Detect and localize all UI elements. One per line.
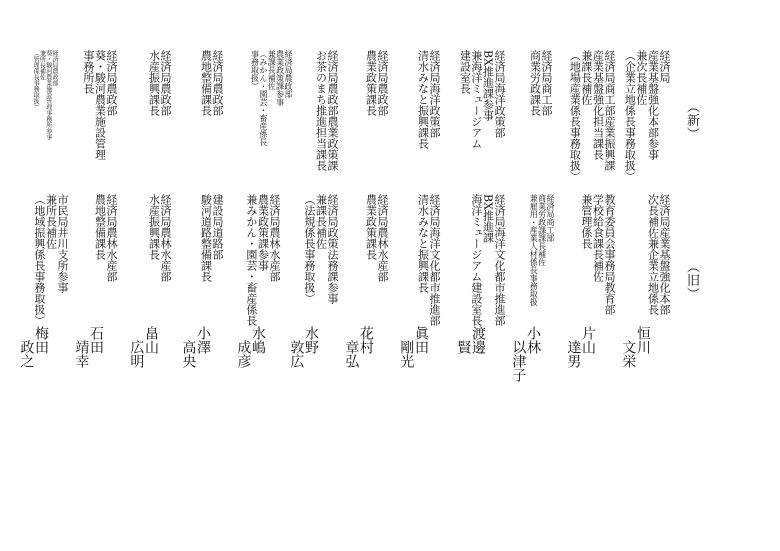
new-title-8: 経済局農政部 農業政策課参事 兼課長補佐 （みかん・園芸・畜産係長 事務取扱） (250, 50, 293, 146)
old-title-2: 教育委員会事務局教育部 学校給食課長補佐 兼管理係長 (579, 194, 616, 315)
old-title-6: 経済局農林水産部 農業政策課長 (364, 194, 389, 282)
surname: 畠山 (143, 326, 159, 354)
new-title-6: 経済局農政部 農業政策課長 (364, 50, 389, 116)
new-title-5: 経済局海洋政策部 清水みなと振興課長 (416, 50, 441, 149)
given-name: 敦広 (288, 340, 305, 368)
old-title-7: 経済局政策法務課参事 兼課長補佐 （法規係長事務取扱） (302, 194, 339, 304)
person-name-10 (129, 326, 158, 368)
surname: 小澤 (195, 326, 211, 354)
old-title-1: 経済局産業基盤強化本部 次長補佐兼企業立地係長 (646, 194, 671, 315)
given-name: 政之 (18, 340, 35, 368)
given-name: 成彦 (235, 340, 252, 368)
new-title-9: 経済局農政部 農地整備課長 (199, 50, 224, 116)
old-title-3: 経済局商工部 商業労政課課長補佐 兼雇用・産業人材係長事務取扱 (529, 194, 555, 306)
person-name-4 (456, 326, 485, 354)
person-name-11 (74, 326, 103, 368)
given-name: 剛光 (398, 340, 415, 368)
surname: 渡邊 (470, 326, 486, 354)
new-heading: （新） (684, 100, 699, 141)
surname: 石田 (88, 326, 104, 354)
person-name-1 (621, 326, 650, 368)
given-name: 賢 (455, 340, 472, 354)
old-title-10: 経済局農林水産部 水産振興課長 (147, 194, 172, 282)
new-title-3: 経済局商工部 商業労政課長 (528, 50, 553, 116)
new-title-7: 経済局農政部農業政策課 お茶のまち推進担当課長 (314, 50, 339, 171)
surname: 恒川 (635, 326, 651, 354)
person-name-3 (511, 326, 540, 382)
person-name-9 (181, 326, 210, 368)
surname: 水嶋 (250, 326, 266, 354)
person-name-8 (236, 326, 265, 368)
surname: 水野 (303, 326, 319, 354)
person-name-7 (289, 326, 318, 368)
surname: 小林 (525, 326, 541, 354)
given-name: 章弘 (343, 340, 360, 368)
new-title-11: 経済局農政部 葵・駿河農業施設管理 事務所長 (81, 50, 118, 160)
given-name: 高央 (180, 340, 197, 368)
given-name: 靖幸 (73, 340, 90, 368)
old-title-4: 経済局海洋文化都市推進部 BX推進課 海洋ミュージアム建設室長 (469, 194, 506, 326)
given-name: 広明 (128, 340, 145, 368)
given-name: 達男 (565, 340, 582, 368)
new-title-12: 経済局農政部 葵・駿河農業施設管理事務所参事 兼所長補佐 （管理係長事務取扱） (32, 50, 58, 140)
given-name: 文栄 (620, 340, 637, 368)
old-title-8: 経済局農林水産部 農業政策課参事 兼みかん・園芸・畜産係長 (244, 194, 281, 326)
new-title-1: 経済局 産業基盤強化本部参事 兼次長補佐 （企業立地係長事務取扱） (623, 50, 671, 182)
old-title-12: 市民局井川支所参事 兼所長補佐 （地域振興係長事務取扱） (32, 194, 69, 326)
person-name-2 (566, 326, 595, 368)
person-name-5 (399, 326, 428, 368)
old-title-9: 建設局道路部 駿河道路整備課長 (199, 194, 224, 282)
surname: 片山 (580, 326, 596, 354)
old-title-5: 経済局海洋文化都市推進部 清水みなと振興課長 (416, 194, 441, 326)
person-name-6 (344, 326, 373, 368)
new-title-10: 経済局農政部 水産振興課長 (147, 50, 172, 116)
surname: 花村 (358, 326, 374, 354)
old-title-11: 経済局農林水産部 農地整備課長 (93, 194, 118, 282)
surname: 眞田 (413, 326, 429, 354)
surname: 梅田 (33, 326, 49, 354)
given-name: 以津子 (510, 340, 527, 382)
new-title-2: 経済局商工部産業振興課 産業基盤強化担当課長 兼課長補佐 （地場産業係長事務取扱） (568, 50, 616, 182)
old-heading: （旧） (684, 260, 699, 301)
person-name-12 (19, 326, 48, 368)
new-title-4: 経済局海洋政策部 BX推進課参事 兼海洋ミュージアム 建設室長 (458, 50, 506, 149)
